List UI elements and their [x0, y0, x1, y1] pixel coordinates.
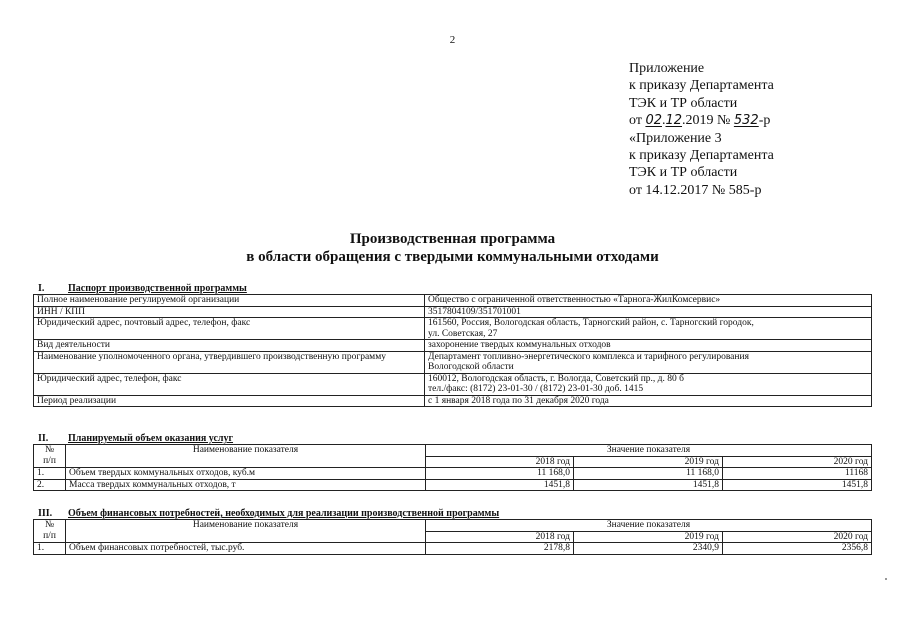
passport-value: захоронение твердых коммунальных отходов [425, 340, 872, 352]
table-row [34, 543, 872, 555]
document-subtitle: в области обращения с твердыми коммунальными отходами [246, 249, 659, 265]
appendix-line: к приказу Департамента [629, 78, 774, 94]
section-title: Объем финансовых потребностей, необходимых для реализации производственной программы [68, 508, 500, 519]
row-num: 1. [34, 543, 66, 555]
header-num-cell [34, 445, 66, 468]
passport-value: с 1 января 2018 года по 31 декабря 2020 года [425, 395, 872, 407]
section-heading-finance [38, 508, 499, 519]
scan-speck [885, 578, 887, 580]
order-suffix: -р [758, 113, 771, 129]
header-num-sub: п/п [43, 530, 56, 541]
handwritten-month: 12 [665, 113, 683, 129]
date-prefix: от [629, 113, 646, 129]
table-row [34, 468, 872, 480]
page-number: 2 [449, 34, 456, 46]
handwritten-order-number: 532 [733, 113, 759, 129]
table-header-row [34, 520, 872, 532]
header-name: Наименование показателя [66, 520, 426, 543]
section-title: Планируемый объем оказания услуг [68, 433, 234, 444]
header-num-cell [34, 520, 66, 543]
row-num: 1. [34, 468, 66, 480]
passport-label: Юридический адрес, почтовый адрес, телефон, факс [34, 318, 425, 340]
section-number: II. [38, 433, 49, 444]
header-num-sub: п/п [43, 455, 56, 466]
passport-value: Общество с ограниченной ответственностью «Тарнога-ЖилКомсервис» [425, 295, 872, 307]
passport-value: тел./факс: (8172) 23-01-30 / (8172) 23-01-30 доб. 1415 [428, 384, 644, 394]
table-row [34, 340, 872, 352]
table-row [34, 318, 872, 340]
appendix-order-line [629, 112, 774, 129]
passport-value: 160012, Вологодская область, г. Вологда, Советский пр., д. 80 б [428, 373, 684, 384]
services-volume-table [33, 444, 872, 491]
date-separator: . [661, 113, 666, 129]
passport-value-cell [425, 351, 872, 373]
header-num: № [44, 445, 55, 455]
financial-needs-table [33, 519, 872, 555]
appendix-line: ТЭК и ТР области [629, 165, 738, 181]
table-row [34, 295, 872, 307]
row-value: 2178,8 [426, 543, 574, 555]
row-num: 2. [34, 479, 66, 491]
section-number: III. [38, 508, 53, 519]
handwritten-day: 02 [645, 113, 662, 129]
passport-value-cell [425, 373, 872, 395]
header-year: 2018 год [426, 531, 574, 543]
appendix-line: к приказу Департамента [629, 148, 774, 164]
row-value: 1451,8 [723, 479, 872, 491]
row-value: 2340,9 [574, 543, 723, 555]
table-row [34, 373, 872, 395]
passport-value: ул. Советская, 27 [428, 328, 498, 339]
table-row [34, 351, 872, 373]
passport-table [33, 294, 872, 407]
appendix-line: Приложение [629, 61, 705, 76]
row-name: Масса твердых коммунальных отходов, т [66, 479, 426, 491]
header-num: № [44, 520, 55, 530]
table-header-row [34, 445, 872, 457]
passport-label: Полное наименование регулируемой организации [34, 295, 425, 307]
header-year: 2019 год [574, 456, 723, 468]
row-value: 2356,8 [723, 543, 872, 555]
passport-value: Вологодской области [428, 362, 514, 372]
table-row [34, 395, 872, 407]
appendix-line: от 14.12.2017 № 585-р [629, 182, 762, 198]
row-value: 11 168,0 [574, 468, 723, 480]
header-year: 2020 год [723, 456, 872, 468]
passport-label: Вид деятельности [34, 340, 425, 352]
document-title: Производственная программа [349, 231, 556, 247]
passport-label: Наименование уполномоченного органа, утвердившего производственную программу [34, 351, 425, 373]
section-heading-volume [38, 433, 233, 444]
row-value: 11168 [723, 468, 872, 480]
passport-value: 161560, Россия, Вологодская область, Тарногский район, с. Тарногский городок, [428, 318, 754, 328]
header-values: Значение показателя [426, 520, 872, 532]
header-year: 2019 год [574, 531, 723, 543]
appendix-line: ТЭК и ТР области [629, 95, 738, 111]
passport-value-cell [425, 318, 872, 340]
passport-label: Период реализации [34, 395, 425, 407]
header-year: 2018 год [426, 456, 574, 468]
section-number: I. [38, 283, 45, 294]
passport-label: ИНН / КПП [34, 306, 425, 318]
row-value: 1451,8 [426, 479, 574, 491]
passport-value: Департамент топливно-энергетического комплекса и тарифного регулирования [428, 351, 749, 362]
header-name: Наименование показателя [66, 445, 426, 468]
header-values: Значение показателя [426, 445, 872, 457]
row-value: 1451,8 [574, 479, 723, 491]
appendix-line: «Приложение 3 [629, 130, 722, 146]
row-name: Объем твердых коммунальных отходов, куб.м [66, 468, 426, 480]
row-value: 11 168,0 [426, 468, 574, 480]
header-year: 2020 год [723, 531, 872, 543]
passport-value: 3517804109/351701001 [425, 306, 872, 318]
table-row [34, 479, 872, 491]
table-row [34, 306, 872, 318]
section-heading-passport [38, 283, 247, 294]
passport-label: Юридический адрес, телефон, факс [34, 373, 425, 395]
section-title: Паспорт производственной программы [68, 283, 247, 294]
appendix-block [629, 60, 774, 199]
date-year: .2019 № [682, 113, 734, 129]
row-name: Объем финансовых потребностей, тыс.руб. [66, 543, 426, 555]
